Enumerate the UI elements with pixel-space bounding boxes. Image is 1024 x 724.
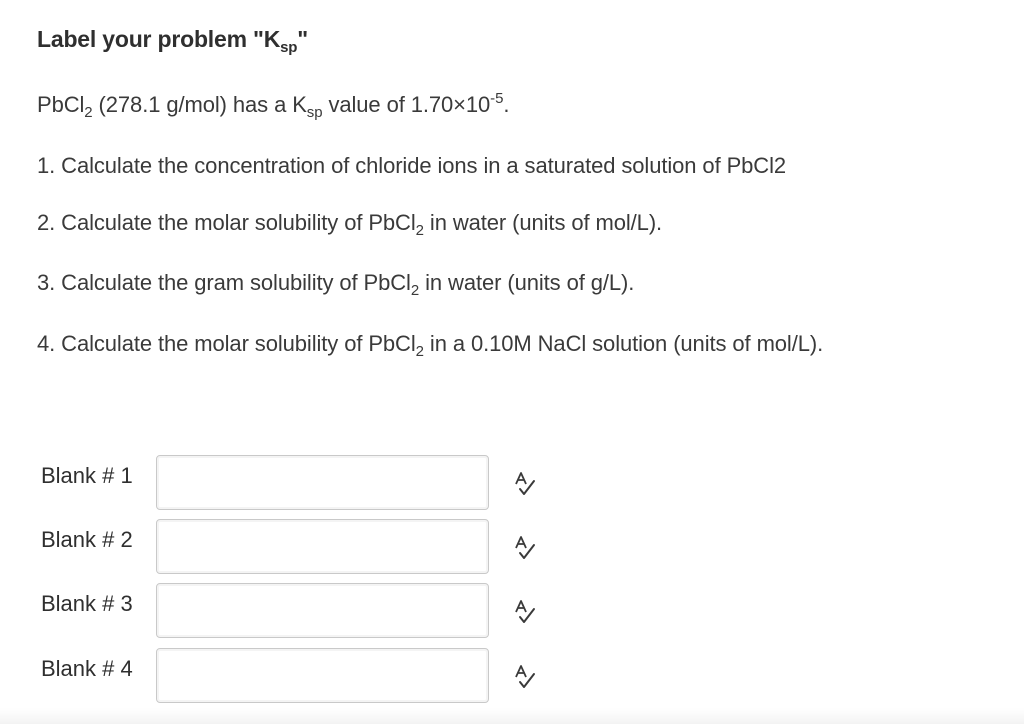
title-prefix: Label your problem "K: [37, 26, 281, 52]
title-suffix: ": [297, 26, 308, 52]
intro-formula-subscript: 2: [84, 104, 93, 121]
intro-exponent: -5: [490, 90, 504, 107]
blank-row-3: [0, 583, 1024, 639]
spellcheck-icon[interactable]: [513, 471, 537, 499]
blank-row-2: [0, 519, 1024, 575]
question-3: [37, 270, 635, 299]
question-3-suffix: in water (units of g/L).: [419, 270, 635, 295]
question-4-text: 4. Calculate the molar solubility of PbCl: [37, 331, 416, 356]
intro-period: .: [503, 92, 510, 117]
intro-ksp-subscript: sp: [306, 104, 323, 121]
blank-1-input[interactable]: [156, 455, 489, 510]
question-2-suffix: in water (units of mol/L).: [423, 210, 663, 235]
question-3-text: 3. Calculate the gram solubility of PbCl: [37, 270, 411, 295]
question-2-subscript: 2: [415, 222, 424, 239]
problem-intro: [37, 90, 510, 121]
question-2: [37, 210, 663, 239]
blank-3-input[interactable]: [156, 583, 489, 638]
blank-row-4: [0, 648, 1024, 704]
spellcheck-icon[interactable]: [513, 535, 537, 563]
question-1: [37, 153, 786, 179]
question-4: [37, 331, 824, 360]
spellcheck-icon[interactable]: [513, 599, 537, 627]
question-1-text: 1. Calculate the concentration of chloride ions in a saturated solution of PbCl2: [37, 153, 787, 178]
question-3-subscript: 2: [410, 282, 420, 299]
blank-4-input[interactable]: [156, 648, 489, 703]
intro-value: value of 1.70×10: [322, 92, 491, 117]
question-4-subscript: 2: [415, 343, 424, 360]
intro-formula: PbCl: [37, 92, 85, 117]
question-4-suffix: in a 0.10M NaCl solution (units of mol/L).: [423, 331, 824, 356]
problem-title: [37, 26, 308, 56]
blank-4-label: Blank # 4: [41, 656, 133, 681]
blank-3-label: Blank # 3: [41, 591, 133, 616]
blank-row-1: [0, 455, 1024, 511]
question-2-text: 2. Calculate the molar solubility of PbCl: [37, 210, 416, 235]
intro-molar-mass: (278.1 g/mol) has a K: [92, 92, 307, 117]
blank-2-label: Blank # 2: [41, 527, 133, 552]
title-subscript: sp: [280, 39, 298, 56]
bottom-divider: [0, 708, 1024, 724]
spellcheck-icon[interactable]: [513, 664, 537, 692]
blank-1-label: Blank # 1: [41, 463, 133, 488]
blank-2-input[interactable]: [156, 519, 489, 574]
